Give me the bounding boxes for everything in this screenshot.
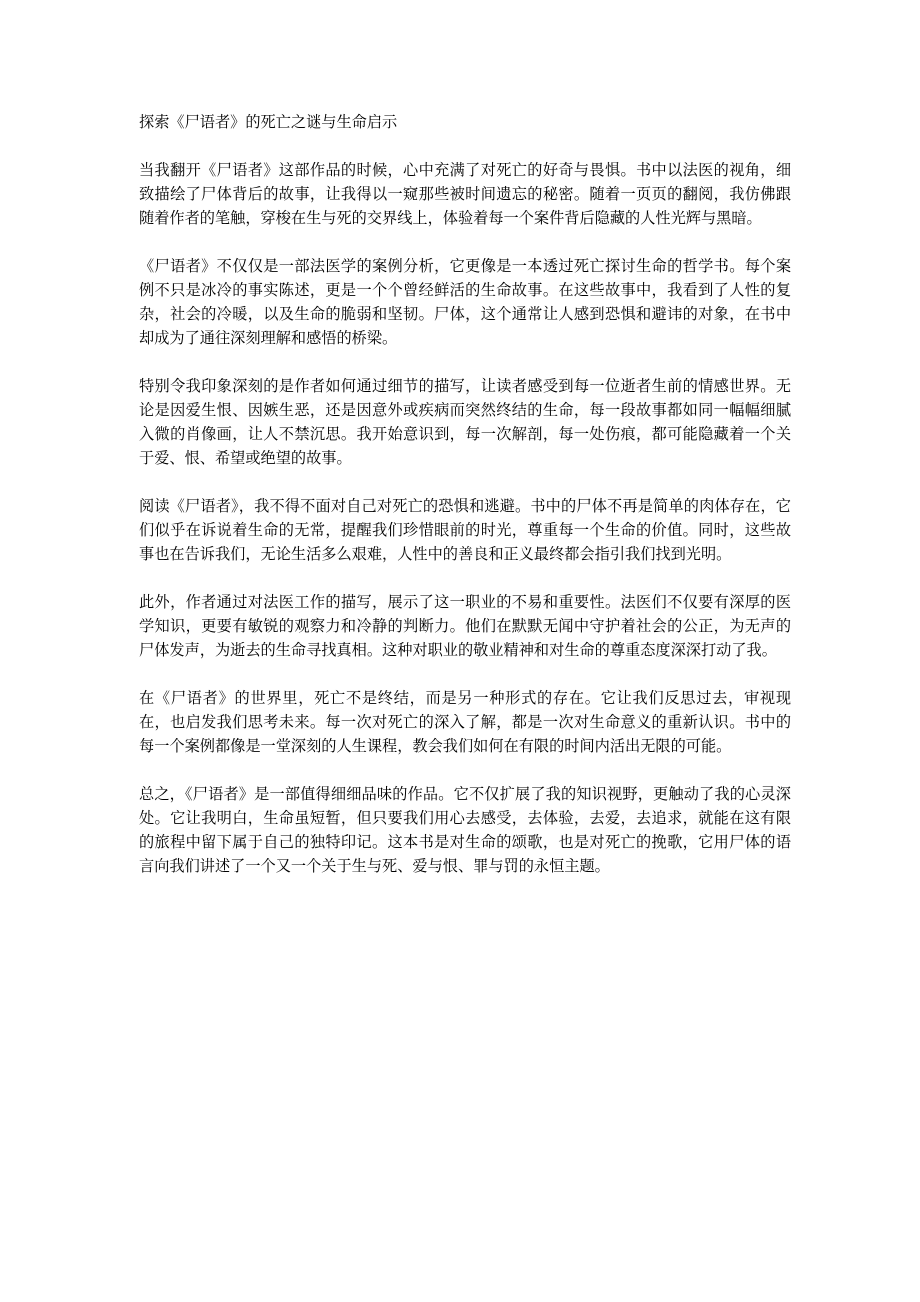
paragraph-2: 《尸语者》不仅仅是一部法医学的案例分析，它更像是一本透过死亡探讨生命的哲学书。每个案例不只是冰冷的事实陈述，更是一个个曾经鲜活的生命故事。在这些故事中，我看到了人性的复杂，社会的冷暖，以及生命的脆弱和坚韧。尸体，这个通常让人感到恐惧和避讳的对象，在书中却成为了通往深刻理解和感悟的桥梁。 [139, 257, 791, 347]
paragraph-1: 当我翻开《尸语者》这部作品的时候，心中充满了对死亡的好奇与畏惧。书中以法医的视角，细致描绘了尸体背后的故事，让我得以一窥那些被时间遗忘的秘密。随着一页页的翻阅，我仿佛跟随着作者的笔触，穿梭在生与死的交界线上，体验着每一个案件背后隐藏的人性光辉与黑暗。 [139, 161, 791, 227]
paragraph-5: 此外，作者通过对法医工作的描写，展示了这一职业的不易和重要性。法医们不仅要有深厚的医学知识，更要有敏锐的观察力和冷静的判断力。他们在默默无闻中守护着社会的公正，为无声的尸体发声，为逝去的生命寻找真相。这种对职业的敬业精神和对生命的尊重态度深深打动了我。 [139, 593, 791, 659]
paragraph-6: 在《尸语者》的世界里，死亡不是终结，而是另一种形式的存在。它让我们反思过去，审视现在，也启发我们思考未来。每一次对死亡的深入了解，都是一次对生命意义的重新认识。书中的每一个案例都像是一堂深刻的人生课程，教会我们如何在有限的时间内活出无限的可能。 [139, 689, 791, 755]
paragraph-7: 总之，《尸语者》是一部值得细细品味的作品。它不仅扩展了我的知识视野，更触动了我的心灵深处。它让我明白，生命虽短暂，但只要我们用心去感受，去体验，去爱，去追求，就能在这有限的旅程中留下属于自己的独特印记。这本书是对生命的颂歌，也是对死亡的挽歌，它用尸体的语言向我们讲述了一个又一个关于生与死、爱与恨、罪与罚的永恒主题。 [139, 785, 791, 875]
paragraph-3: 特别令我印象深刻的是作者如何通过细节的描写，让读者感受到每一位逝者生前的情感世界。无论是因爱生恨、因嫉生恶，还是因意外或疾病而突然终结的生命，每一段故事都如同一幅幅细腻入微的肖像画，让人不禁沉思。我开始意识到，每一次解剖，每一处伤痕，都可能隐藏着一个关于爱、恨、希望或绝望的故事。 [139, 377, 791, 467]
document-title: 探索《尸语者》的死亡之谜与生命启示 [139, 113, 398, 131]
document-page [139, 110, 791, 902]
paragraph-4: 阅读《尸语者》，我不得不面对自己对死亡的恐惧和逃避。书中的尸体不再是简单的肉体存在，它们似乎在诉说着生命的无常，提醒我们珍惜眼前的时光，尊重每一个生命的价值。同时，这些故事也在告诉我们，无论生活多么艰难，人性中的善良和正义最终都会指引我们找到光明。 [139, 497, 791, 563]
